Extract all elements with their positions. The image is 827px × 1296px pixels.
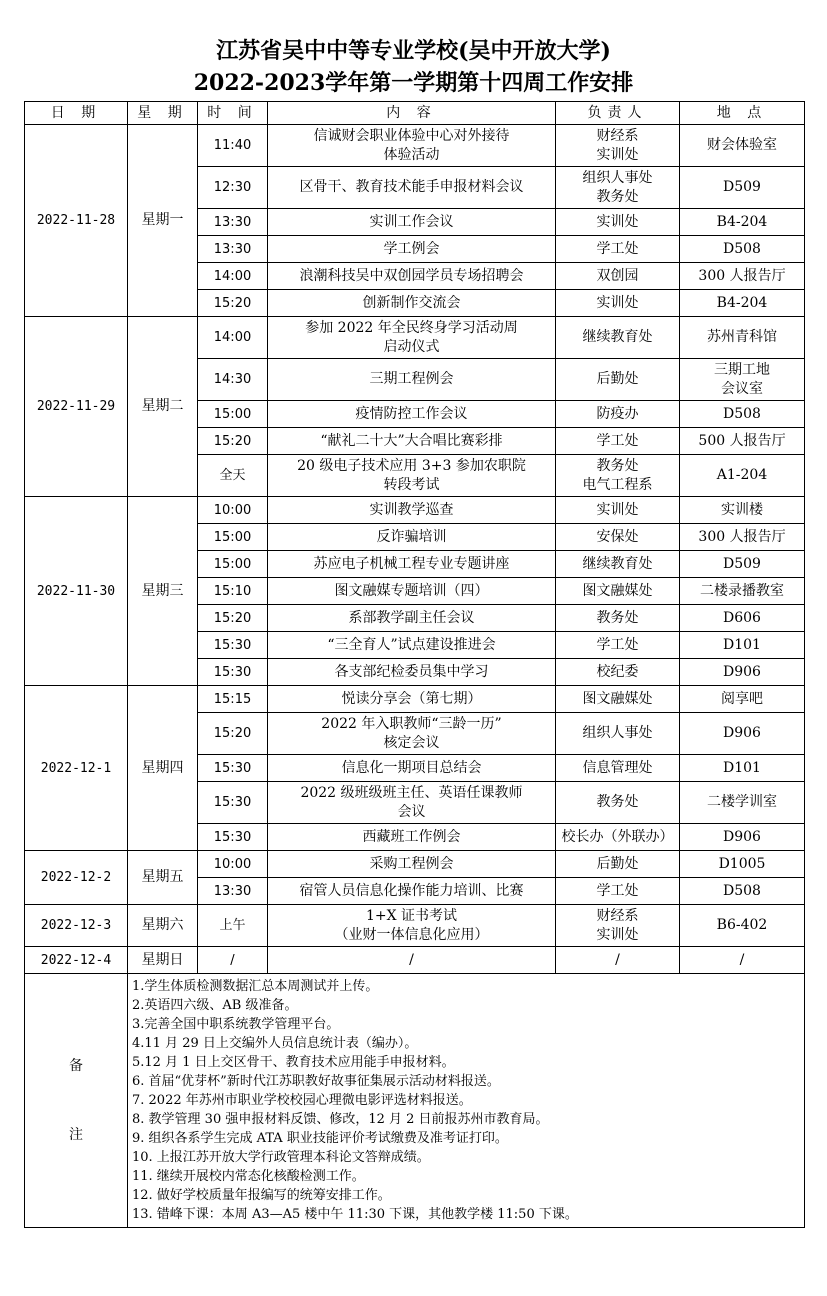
owner-cell: 后勤处 bbox=[556, 359, 680, 401]
header-content: 内 容 bbox=[268, 102, 556, 125]
date-cell: 2022-12-3 bbox=[25, 905, 128, 947]
place-cell: 二楼录播教室 bbox=[680, 578, 805, 605]
time-cell: 15:20 bbox=[198, 713, 268, 755]
owner-cell: 继续教育处 bbox=[556, 317, 680, 359]
content-cell: 1+X 证书考试 （业财一体信息化应用） bbox=[268, 905, 556, 947]
time-cell: / bbox=[198, 947, 268, 974]
owner-cell: / bbox=[556, 947, 680, 974]
content-cell: 实训工作会议 bbox=[268, 209, 556, 236]
owner-cell: 校长办（外联办） bbox=[556, 824, 680, 851]
place-cell: D606 bbox=[680, 605, 805, 632]
time-cell: 15:00 bbox=[198, 401, 268, 428]
owner-cell: 继续教育处 bbox=[556, 551, 680, 578]
time-cell: 全天 bbox=[198, 455, 268, 497]
note-item: 2.英语四六级、AB 级准备。 bbox=[132, 998, 298, 1013]
date-cell: 2022-11-29 bbox=[25, 317, 128, 497]
place-cell: 财会体验室 bbox=[680, 125, 805, 167]
owner-cell: 图文融媒处 bbox=[556, 578, 680, 605]
time-cell: 13:30 bbox=[198, 236, 268, 263]
note-item: 8. 教学管理 30 强申报材料反馈、修改，12 月 2 日前报苏州市教育局。 bbox=[132, 1112, 549, 1127]
content-cell: 疫情防控工作会议 bbox=[268, 401, 556, 428]
page-title-week: 2022-2023学年第一学期第十四周工作安排 bbox=[193, 70, 634, 96]
owner-cell: 组织人事处 bbox=[556, 713, 680, 755]
place-cell: D509 bbox=[680, 551, 805, 578]
note-item: 13. 错峰下课：本周 A3—A5 楼中午 11:30 下课，其他教学楼 11:50 下课。 bbox=[132, 1207, 578, 1222]
place-cell: 阅享吧 bbox=[680, 686, 805, 713]
content-cell: 学工例会 bbox=[268, 236, 556, 263]
place-cell: 300 人报告厅 bbox=[680, 524, 805, 551]
date-cell: 2022-12-1 bbox=[25, 686, 128, 851]
content-cell: “三全育人”试点建设推进会 bbox=[268, 632, 556, 659]
note-item: 6. 首届“优芽杯”新时代江苏职教好故事征集展示活动材料报送。 bbox=[132, 1074, 500, 1089]
weekday-cell: 星期三 bbox=[128, 497, 198, 686]
time-cell: 上午 bbox=[198, 905, 268, 947]
content-cell: 信诚财会职业体验中心对外接待 体验活动 bbox=[268, 125, 556, 167]
schedule-row bbox=[25, 317, 805, 359]
date-cell: 2022-11-28 bbox=[25, 125, 128, 317]
owner-cell: 安保处 bbox=[556, 524, 680, 551]
schedule-row bbox=[25, 851, 805, 878]
time-cell: 13:30 bbox=[198, 878, 268, 905]
place-cell: B4-204 bbox=[680, 209, 805, 236]
owner-cell: 教务处 电气工程系 bbox=[556, 455, 680, 497]
notes-row bbox=[25, 974, 805, 1228]
place-cell: D101 bbox=[680, 755, 805, 782]
place-cell: 苏州青科馆 bbox=[680, 317, 805, 359]
owner-cell: 信息管理处 bbox=[556, 755, 680, 782]
time-cell: 15:30 bbox=[198, 824, 268, 851]
notes-list bbox=[128, 974, 805, 1228]
table-header-row bbox=[25, 102, 805, 125]
place-cell: D101 bbox=[680, 632, 805, 659]
time-cell: 15:00 bbox=[198, 551, 268, 578]
content-cell: 创新制作交流会 bbox=[268, 290, 556, 317]
note-item: 11. 继续开展校内常态化核酸检测工作。 bbox=[132, 1169, 365, 1184]
owner-cell: 学工处 bbox=[556, 428, 680, 455]
note-item: 4.11 月 29 日上交编外人员信息统计表（编办）。 bbox=[132, 1036, 418, 1051]
date-cell: 2022-11-30 bbox=[25, 497, 128, 686]
owner-cell: 后勤处 bbox=[556, 851, 680, 878]
content-cell: 苏应电子机械工程专业专题讲座 bbox=[268, 551, 556, 578]
time-cell: 10:00 bbox=[198, 497, 268, 524]
time-cell: 15:00 bbox=[198, 524, 268, 551]
note-item: 1.学生体质检测数据汇总本周测试并上传。 bbox=[132, 979, 379, 994]
content-cell: 2022 级班级班主任、英语任课教师 会议 bbox=[268, 782, 556, 824]
time-cell: 14:30 bbox=[198, 359, 268, 401]
date-cell: 2022-12-4 bbox=[25, 947, 128, 974]
content-cell: 采购工程例会 bbox=[268, 851, 556, 878]
schedule-row bbox=[25, 125, 805, 167]
schedule-row bbox=[25, 905, 805, 947]
content-cell: 图文融媒专题培训（四） bbox=[268, 578, 556, 605]
time-cell: 15:20 bbox=[198, 605, 268, 632]
place-cell: 二楼学训室 bbox=[680, 782, 805, 824]
content-cell: 宿管人员信息化操作能力培训、比赛 bbox=[268, 878, 556, 905]
time-cell: 14:00 bbox=[198, 317, 268, 359]
time-cell: 15:20 bbox=[198, 290, 268, 317]
owner-cell: 实训处 bbox=[556, 209, 680, 236]
owner-cell: 实训处 bbox=[556, 497, 680, 524]
content-cell: 系部教学副主任会议 bbox=[268, 605, 556, 632]
note-item: 3.完善全国中职系统教学管理平台。 bbox=[132, 1017, 340, 1032]
place-cell: D508 bbox=[680, 236, 805, 263]
note-item: 10. 上报江苏开放大学行政管理本科论文答辩成绩。 bbox=[132, 1150, 430, 1165]
owner-cell: 图文融媒处 bbox=[556, 686, 680, 713]
content-cell: 各支部纪检委员集中学习 bbox=[268, 659, 556, 686]
time-cell: 11:40 bbox=[198, 125, 268, 167]
notes-label-2: 注 bbox=[69, 1126, 83, 1143]
time-cell: 13:30 bbox=[198, 209, 268, 236]
weekday-cell: 星期一 bbox=[128, 125, 198, 317]
date-cell: 2022-12-2 bbox=[25, 851, 128, 905]
owner-cell: 财经系 实训处 bbox=[556, 125, 680, 167]
owner-cell: 学工处 bbox=[556, 236, 680, 263]
place-cell: A1-204 bbox=[680, 455, 805, 497]
owner-cell: 学工处 bbox=[556, 632, 680, 659]
content-cell: 20 级电子技术应用 3+3 参加农职院 转段考试 bbox=[268, 455, 556, 497]
content-cell: 西藏班工作例会 bbox=[268, 824, 556, 851]
schedule-row bbox=[25, 947, 805, 974]
place-cell: D906 bbox=[680, 824, 805, 851]
header-date: 日 期 bbox=[25, 102, 128, 125]
header-weekday: 星 期 bbox=[128, 102, 198, 125]
place-cell: D1005 bbox=[680, 851, 805, 878]
content-cell: 信息化一期项目总结会 bbox=[268, 755, 556, 782]
time-cell: 15:30 bbox=[198, 632, 268, 659]
place-cell: B6-402 bbox=[680, 905, 805, 947]
owner-cell: 教务处 bbox=[556, 782, 680, 824]
place-cell: 500 人报告厅 bbox=[680, 428, 805, 455]
time-cell: 15:15 bbox=[198, 686, 268, 713]
place-cell: 300 人报告厅 bbox=[680, 263, 805, 290]
place-cell: D508 bbox=[680, 401, 805, 428]
note-item: 5.12 月 1 日上交区骨干、教育技术应用能手申报材料。 bbox=[132, 1055, 455, 1070]
weekday-cell: 星期五 bbox=[128, 851, 198, 905]
time-cell: 10:00 bbox=[198, 851, 268, 878]
note-item: 9. 组织各系学生完成 ATA 职业技能评价考试缴费及准考证打印。 bbox=[132, 1131, 508, 1146]
schedule-row bbox=[25, 686, 805, 713]
place-cell: / bbox=[680, 947, 805, 974]
place-cell: 实训楼 bbox=[680, 497, 805, 524]
time-cell: 15:30 bbox=[198, 782, 268, 824]
owner-cell: 学工处 bbox=[556, 878, 680, 905]
weekday-cell: 星期二 bbox=[128, 317, 198, 497]
page-title-school: 江苏省吴中中等专业学校(吴中开放大学) bbox=[216, 38, 611, 64]
weekday-cell: 星期日 bbox=[128, 947, 198, 974]
owner-cell: 教务处 bbox=[556, 605, 680, 632]
place-cell: D906 bbox=[680, 713, 805, 755]
place-cell: D508 bbox=[680, 878, 805, 905]
place-cell: 三期工地 会议室 bbox=[680, 359, 805, 401]
notes-label bbox=[25, 974, 128, 1228]
content-cell: 参加 2022 年全民终身学习活动周 启动仪式 bbox=[268, 317, 556, 359]
time-cell: 14:00 bbox=[198, 263, 268, 290]
schedule-table bbox=[24, 101, 805, 1228]
note-item: 12. 做好学校质量年报编写的统筹安排工作。 bbox=[132, 1188, 391, 1203]
owner-cell: 实训处 bbox=[556, 290, 680, 317]
content-cell: 实训教学巡查 bbox=[268, 497, 556, 524]
header-owner: 负责人 bbox=[556, 102, 680, 125]
owner-cell: 组织人事处 教务处 bbox=[556, 167, 680, 209]
owner-cell: 双创园 bbox=[556, 263, 680, 290]
content-cell: / bbox=[268, 947, 556, 974]
note-item: 7. 2022 年苏州市职业学校校园心理微电影评选材料报送。 bbox=[132, 1093, 472, 1108]
content-cell: 2022 年入职教师“三龄一历” 核定会议 bbox=[268, 713, 556, 755]
place-cell: D509 bbox=[680, 167, 805, 209]
time-cell: 15:10 bbox=[198, 578, 268, 605]
notes-label-1: 备 bbox=[69, 1057, 83, 1074]
weekday-cell: 星期四 bbox=[128, 686, 198, 851]
header-time: 时 间 bbox=[198, 102, 268, 125]
header-place: 地 点 bbox=[680, 102, 805, 125]
content-cell: 三期工程例会 bbox=[268, 359, 556, 401]
content-cell: “献礼二十大”大合唱比赛彩排 bbox=[268, 428, 556, 455]
owner-cell: 财经系 实训处 bbox=[556, 905, 680, 947]
content-cell: 悦读分享会（第七期） bbox=[268, 686, 556, 713]
weekday-cell: 星期六 bbox=[128, 905, 198, 947]
owner-cell: 防疫办 bbox=[556, 401, 680, 428]
schedule-row bbox=[25, 497, 805, 524]
content-cell: 区骨干、教育技术能手申报材料会议 bbox=[268, 167, 556, 209]
content-cell: 反诈骗培训 bbox=[268, 524, 556, 551]
time-cell: 15:30 bbox=[198, 659, 268, 686]
time-cell: 15:20 bbox=[198, 428, 268, 455]
time-cell: 15:30 bbox=[198, 755, 268, 782]
place-cell: B4-204 bbox=[680, 290, 805, 317]
place-cell: D906 bbox=[680, 659, 805, 686]
content-cell: 浪潮科技吴中双创园学员专场招聘会 bbox=[268, 263, 556, 290]
owner-cell: 校纪委 bbox=[556, 659, 680, 686]
time-cell: 12:30 bbox=[198, 167, 268, 209]
